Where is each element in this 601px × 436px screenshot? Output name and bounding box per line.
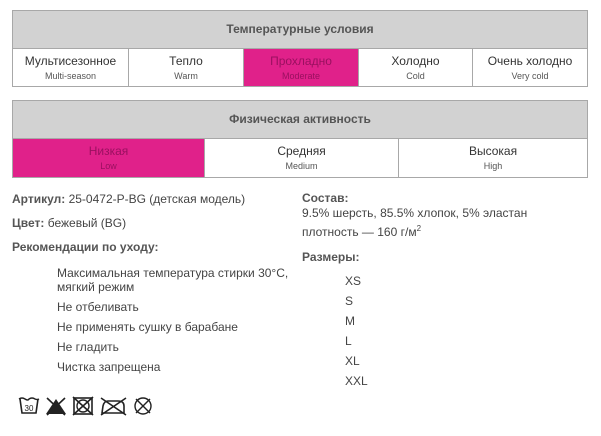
care-item: Чистка запрещена [57, 360, 161, 374]
temperature-title: Температурные условия [13, 11, 587, 49]
activity-options [13, 139, 587, 177]
care-item: Не гладить [57, 340, 119, 354]
option-label-ru: Низкая [88, 144, 129, 158]
size-item[interactable]: XL [345, 354, 360, 368]
size-item[interactable]: M [345, 314, 355, 328]
article-label: Артикул: [12, 192, 66, 206]
article-line [12, 192, 245, 207]
no-bleach-icon [44, 396, 68, 416]
option-label-en: Very cold [511, 70, 549, 81]
care-heading [12, 240, 159, 255]
care-icons [18, 396, 154, 416]
temp-option-moderate[interactable] [244, 49, 359, 86]
option-label-en: High [483, 161, 503, 171]
option-label-ru: Прохладно [270, 53, 332, 68]
color-line [12, 216, 126, 231]
option-label-ru: Тепло [169, 53, 203, 68]
option-label-en: Moderate [281, 70, 321, 81]
size-item[interactable]: XS [345, 274, 362, 288]
care-item: Не отбеливать [57, 300, 139, 314]
activity-title: Физическая активность [13, 101, 587, 139]
composition-block [302, 191, 527, 240]
size-item[interactable]: XXL [345, 374, 368, 388]
care-list [57, 266, 288, 374]
option-label-en: Warm [174, 70, 198, 81]
option-label-ru: Очень холодно [487, 53, 573, 68]
option-label-en: Cold [406, 70, 425, 81]
option-label-en: Medium [285, 161, 318, 171]
care-item: мягкий режим [57, 280, 135, 294]
option-label-en: Multi-season [44, 70, 97, 81]
composition-label: Состав: [302, 191, 349, 205]
temp-option-warm[interactable] [129, 49, 244, 86]
care-item: Не применять сушку в барабане [57, 320, 238, 334]
composition-line1: 9.5% шерсть, 85.5% хлопок, 5% эластан [302, 206, 528, 220]
temp-option-multiseason[interactable] [13, 49, 129, 86]
care-item: Максимальная температура стирки 30°С, [57, 266, 289, 280]
option-label-ru: Холодно [391, 53, 440, 68]
sizes-list [345, 274, 368, 394]
sizes-label: Размеры: [302, 250, 360, 264]
activity-option-medium[interactable] [205, 139, 399, 177]
option-label-ru: Средняя [277, 144, 326, 158]
option-label-ru: Высокая [468, 144, 518, 158]
article-value: 25-0472-P-BG (детская модель) [68, 192, 246, 206]
no-iron-icon [98, 396, 128, 416]
composition-line2: плотность — 160 г/м [302, 225, 417, 239]
care-label: Рекомендации по уходу: [12, 240, 159, 254]
activity-option-high[interactable] [399, 139, 587, 177]
activity-panel [12, 100, 588, 178]
temperature-options [13, 49, 587, 86]
wash-temp-text: 30 [24, 404, 34, 413]
activity-option-low[interactable] [13, 139, 205, 177]
size-item[interactable]: L [345, 334, 352, 348]
wash-30-icon [18, 396, 40, 416]
option-label-ru: Мультисезонное [24, 53, 117, 68]
no-dry-clean-icon [132, 396, 154, 416]
size-item[interactable]: S [345, 294, 354, 308]
temperature-panel [12, 10, 588, 87]
temp-option-very-cold[interactable] [473, 49, 587, 86]
option-label-en: Low [100, 161, 117, 171]
composition-sup: 2 [416, 224, 422, 233]
color-label: Цвет: [12, 216, 45, 230]
temp-option-cold[interactable] [359, 49, 473, 86]
color-value: бежевый (BG) [47, 216, 127, 230]
no-tumble-dry-icon [72, 396, 94, 416]
sizes-heading [302, 250, 359, 265]
